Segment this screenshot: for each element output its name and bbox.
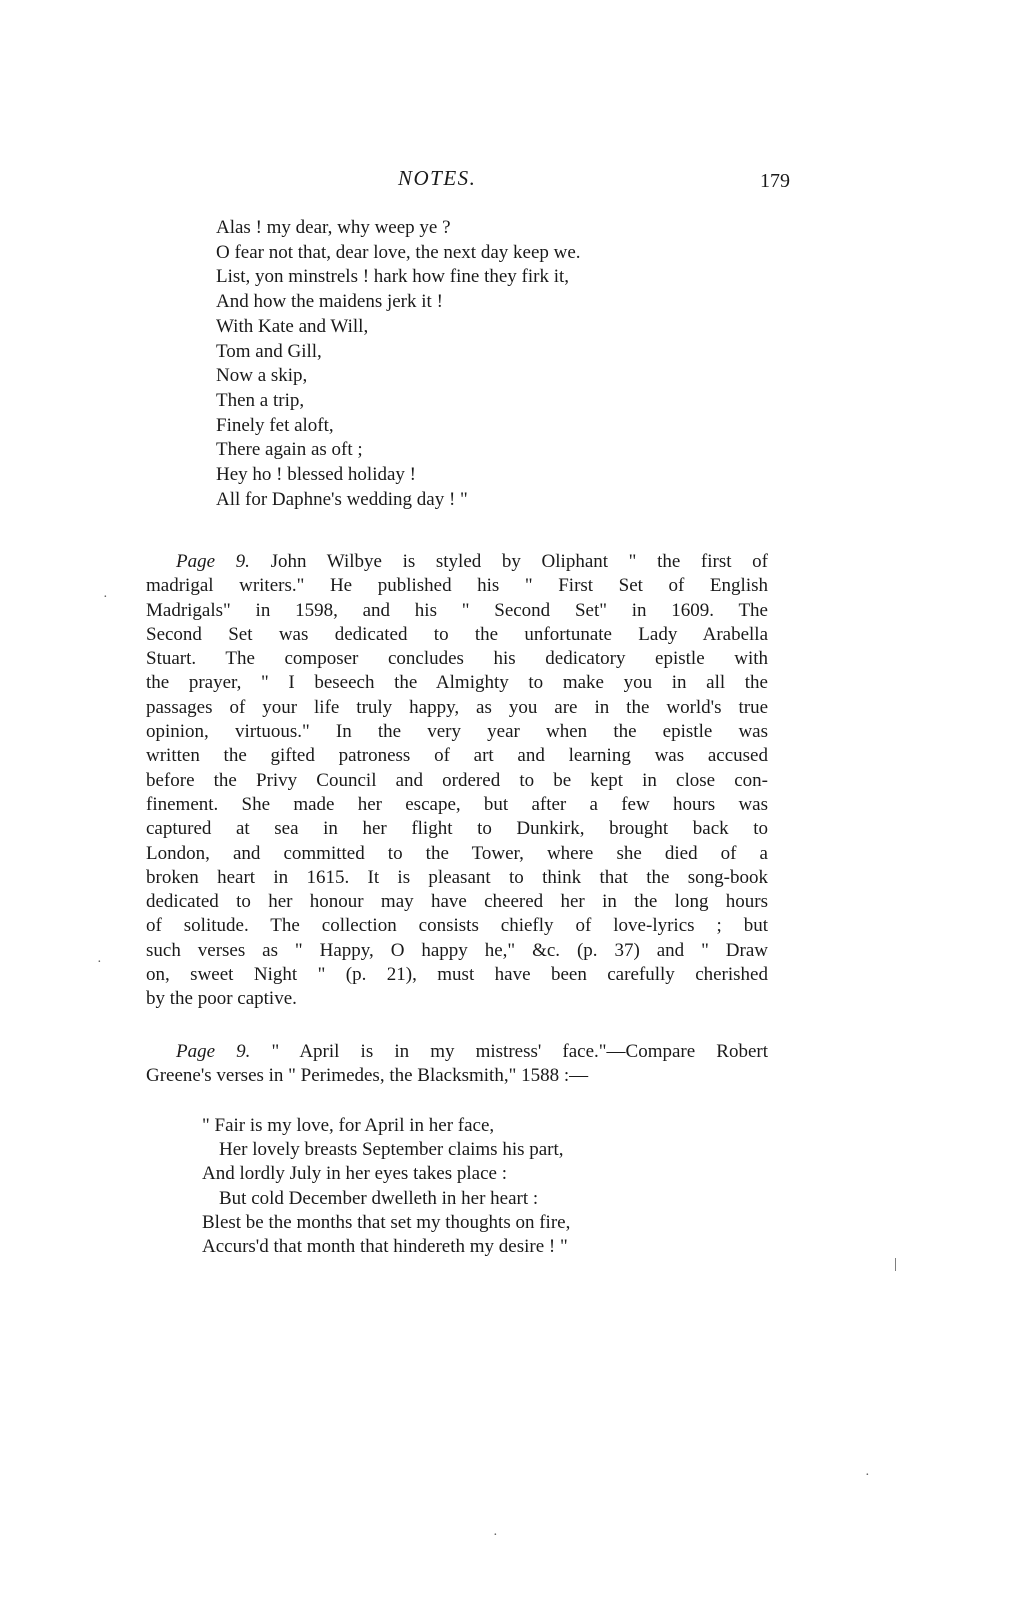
paragraph-line: by the poor captive.	[146, 988, 297, 1010]
paragraph-line: the prayer, " I beseech the Almighty to make you in all the	[146, 672, 768, 694]
poem-line: Her lovely breasts September claims his part,	[219, 1139, 564, 1161]
paragraph-line: Greene's verses in " Perimedes, the Blacksmith," 1588 :—	[146, 1065, 589, 1087]
poem-quotation-greene	[202, 1114, 570, 1259]
poem-line: Finely fet aloft,	[216, 414, 334, 436]
poem-line: Alas ! my dear, why weep ye ?	[216, 217, 451, 238]
poem-line: O fear not that, dear love, the next day keep we.	[216, 241, 581, 263]
paragraph-line: Stuart. The composer concludes his dedicatory epistle with	[146, 648, 768, 670]
poem-line: But cold December dwelleth in her heart :	[219, 1187, 539, 1209]
poem-line: With Kate and Will,	[216, 315, 369, 337]
paragraph-line: written the gifted patroness of art and learning was accused	[146, 745, 768, 767]
poem-line: Then a trip,	[216, 389, 305, 411]
margin-speck: ·	[865, 1468, 870, 1483]
poem-line: Blest be the months that set my thoughts on fire,	[202, 1211, 571, 1233]
running-title: NOTES.	[398, 166, 477, 190]
paragraph-first-line	[146, 550, 768, 574]
poem-line: Accurs'd that month that hindereth my desire ! "	[202, 1236, 568, 1258]
paragraph-line: such verses as " Happy, O happy he," &c. (p. 37) and " Draw	[146, 939, 768, 961]
paragraph-line: before the Privy Council and ordered to be kept in close con-	[146, 769, 768, 791]
margin-speck: ·	[97, 955, 102, 970]
paragraph-line: madrigal writers." He published his " First Set of English	[146, 575, 768, 597]
paragraph-line: captured at sea in her flight to Dunkirk, brought back to	[146, 818, 768, 840]
poem-line: " Fair is my love, for April in her face,	[202, 1115, 495, 1136]
paragraph-text: " April is in my mistress' face."—Compare Robert	[271, 1041, 768, 1062]
poem-line: Tom and Gill,	[216, 340, 322, 362]
paragraph-line: dedicated to her honour may have cheered her in the long hours	[146, 891, 768, 913]
poem-line: Now a skip,	[216, 365, 308, 387]
paragraph-line: London, and committed to the Tower, where she died of a	[146, 842, 768, 864]
poem-line: Hey ho ! blessed holiday !	[216, 464, 416, 486]
poem-line: And lordly July in her eyes takes place :	[202, 1163, 507, 1185]
margin-speck: ·	[103, 590, 108, 605]
poem-line: There again as oft ;	[216, 439, 363, 461]
paragraph-line: opinion, virtuous." In the very year when the epistle was	[146, 721, 768, 743]
running-head	[0, 166, 1025, 196]
margin-speck: |	[894, 1256, 898, 1272]
poem-line: All for Daphne's wedding day ! "	[216, 488, 468, 510]
note-paragraph-wilbye	[146, 550, 768, 1012]
paragraph-line: on, sweet Night " (p. 21), must have been carefully cherished	[146, 964, 768, 986]
paragraph-line: Second Set was dedicated to the unfortunate Lady Arabella	[146, 623, 768, 645]
note-lead-page-ref: Page 9.	[176, 1041, 251, 1062]
note-lead-page-ref: Page 9.	[176, 551, 250, 572]
paragraph-line: Madrigals" in 1598, and his " Second Set" in 1609. The	[146, 599, 768, 621]
paragraph-line: finement. She made her escape, but after a few hours was	[146, 793, 768, 815]
paragraph-line: broken heart in 1615. It is pleasant to think that the song-book	[146, 866, 768, 888]
poem-line: List, yon minstrels ! hark how fine they firk it,	[216, 266, 570, 288]
note-paragraph-greene	[146, 1040, 768, 1089]
poem-quotation-top	[216, 216, 581, 512]
paragraph-first-line	[146, 1040, 768, 1064]
paragraph-line: passages of your life truly happy, as you are in the world's true	[146, 696, 768, 718]
paragraph-line: of solitude. The collection consists chiefly of love-lyrics ; but	[146, 915, 768, 937]
margin-speck: ·	[493, 1528, 498, 1543]
poem-line: And how the maidens jerk it !	[216, 291, 443, 313]
page-number: 179	[760, 170, 790, 192]
paragraph-text: John Wilbye is styled by Oliphant " the first of	[270, 551, 768, 572]
